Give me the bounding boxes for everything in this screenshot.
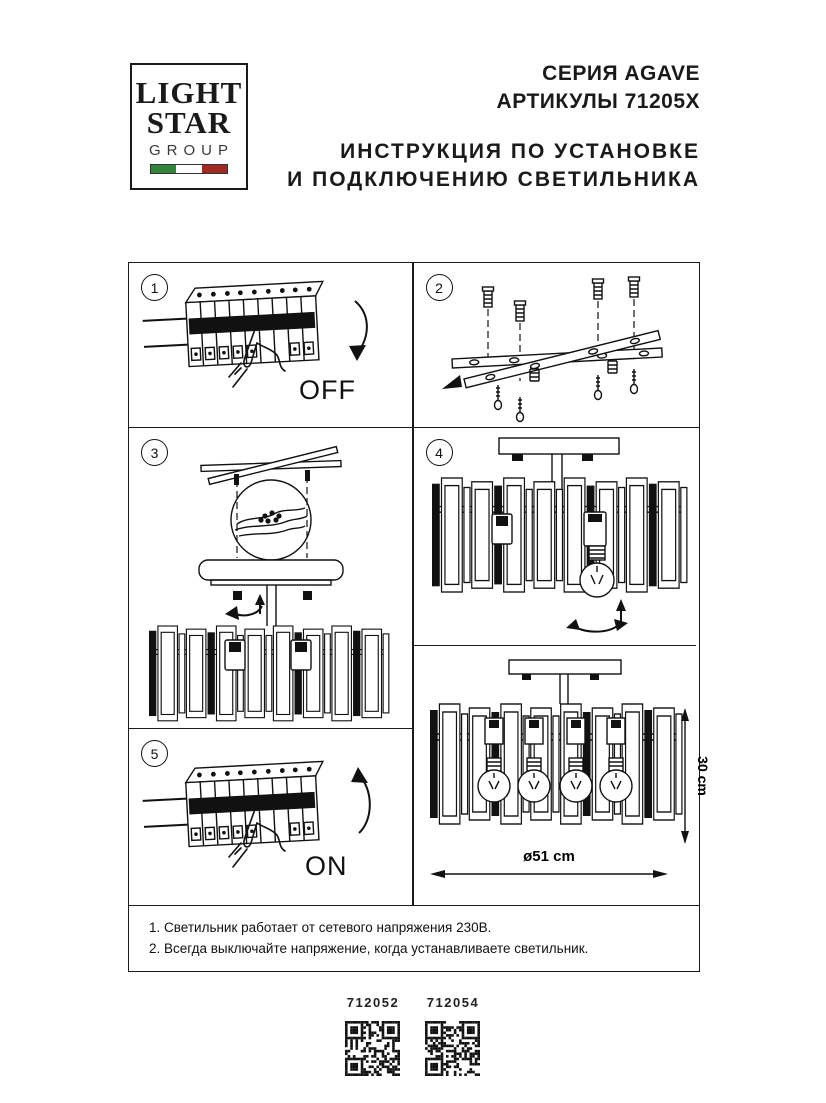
dimensions-panel bbox=[414, 646, 711, 904]
step-3-number: 3 bbox=[141, 439, 168, 466]
step-4-panel bbox=[414, 428, 696, 645]
step-1-illustration-breaker-off bbox=[129, 263, 412, 426]
rotate-arrow-icon bbox=[566, 599, 628, 632]
note-line-1: 1. Светильник работает от сетевого напряжения 230В. bbox=[149, 920, 492, 935]
product-code-column bbox=[345, 995, 401, 1076]
off-label: OFF bbox=[299, 375, 356, 405]
ceiling-plate bbox=[509, 660, 621, 674]
flag-red-stripe bbox=[202, 165, 227, 173]
height-dimension-label: 30 cm bbox=[694, 756, 711, 796]
step-4-illustration-install-bulb bbox=[414, 428, 696, 645]
step-3-panel bbox=[129, 428, 412, 728]
step-4-number: 4 bbox=[426, 439, 453, 466]
height-dimension bbox=[681, 708, 711, 844]
step-2-panel bbox=[414, 263, 696, 426]
step-1-number: 1 bbox=[141, 274, 168, 301]
logo-word-star: STAR bbox=[146, 105, 232, 140]
dowel-icons bbox=[482, 277, 639, 321]
lamp-socket-right bbox=[291, 640, 311, 670]
instruction-title-line1: ИНСТРУКЦИЯ ПО УСТАНОВКЕ bbox=[340, 140, 700, 163]
product-codes bbox=[345, 995, 481, 1076]
flag-white-stripe bbox=[176, 165, 201, 173]
diameter-dimension-label: ø51 cm bbox=[522, 848, 575, 865]
lamp-socket-left bbox=[492, 514, 512, 544]
magnifier-circle bbox=[231, 480, 311, 560]
step-3-illustration-attach-fixture bbox=[129, 428, 412, 728]
series-title: СЕРИЯ AGAVE bbox=[542, 62, 700, 85]
wire-connection-detail bbox=[235, 508, 307, 536]
step-5-number: 5 bbox=[141, 740, 168, 767]
flag-green-stripe bbox=[151, 165, 176, 173]
instruction-title-line2: И ПОДКЛЮЧЕНИЮ СВЕТИЛЬНИКА bbox=[287, 168, 700, 191]
step-5-panel bbox=[129, 729, 412, 904]
ceiling-bracket bbox=[201, 447, 341, 485]
arrow-left-icon bbox=[442, 375, 462, 389]
product-code-label: 712052 bbox=[346, 995, 400, 1010]
bulb-socket bbox=[584, 512, 606, 546]
rotate-arrow-icon bbox=[225, 594, 265, 620]
dimensions-illustration bbox=[414, 646, 711, 904]
qr-code-right bbox=[425, 1021, 480, 1076]
product-code-column bbox=[425, 995, 481, 1076]
step-1-panel bbox=[129, 263, 412, 426]
note-line-2: 2. Всегда выключайте напряжение, когда устанавливаете светильник. bbox=[149, 941, 589, 956]
lightstar-logo bbox=[130, 63, 248, 190]
arrow-up-icon bbox=[351, 767, 370, 833]
canopy-plate bbox=[199, 560, 343, 580]
arrow-down-icon bbox=[349, 301, 367, 361]
italian-flag-icon bbox=[150, 164, 228, 174]
instruction-steps-grid bbox=[128, 262, 711, 972]
document-header bbox=[287, 60, 700, 194]
screw-icons bbox=[494, 369, 637, 422]
safety-notes bbox=[129, 906, 696, 968]
logo-word-light: LIGHT bbox=[135, 75, 243, 110]
step-2-illustration-brackets bbox=[414, 263, 696, 426]
product-code-label: 712054 bbox=[426, 995, 480, 1010]
ceiling-plate bbox=[499, 438, 619, 454]
articles-title: АРТИКУЛЫ 71205X bbox=[496, 90, 700, 113]
on-label: ON bbox=[305, 851, 348, 881]
step-5-illustration-breaker-on bbox=[129, 729, 412, 904]
diameter-dimension bbox=[430, 848, 668, 878]
logo-word-group: GROUP bbox=[148, 142, 234, 159]
step-2-number: 2 bbox=[426, 274, 453, 301]
lamp-socket-left bbox=[225, 640, 245, 670]
qr-code-left bbox=[345, 1021, 400, 1076]
